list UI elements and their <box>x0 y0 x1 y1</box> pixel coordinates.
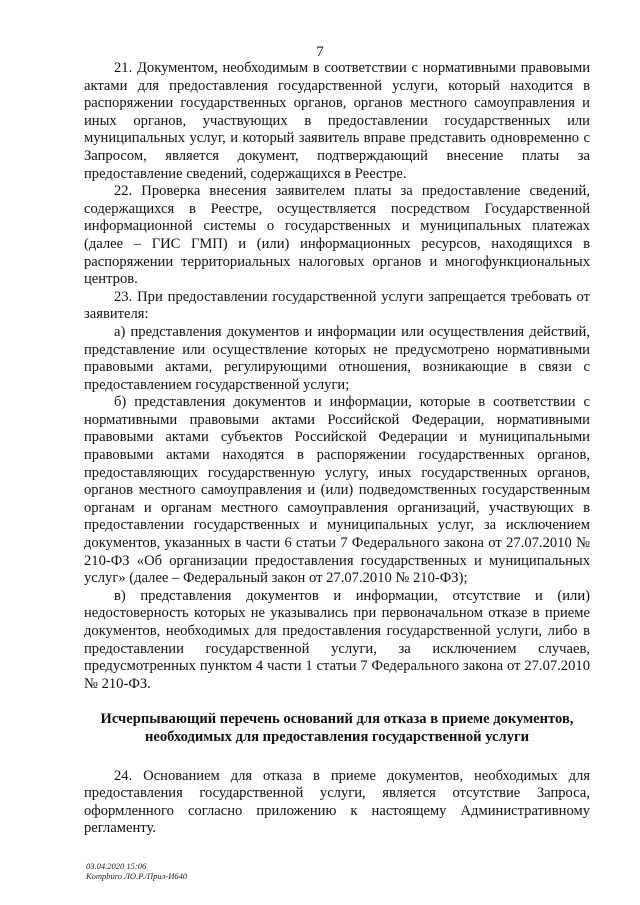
footer-file-ref: Kompburo ЛО.Р./Прил-И640 <box>86 871 188 881</box>
paragraph-23-b: б) представления документов и информации, которые в соответствии с нормативными правовыми актами Российской Федерации, нормативными правовыми актами субъектов Российской Федерации и муниципальными правовыми актами находятся в распоряжении государственных органов, предоставляющих государственную услугу, иных государственных органов, органов местного самоуправления и (или) подведомственных государственным органам и органам местного самоуправления организаций, участвующих в предоставлении государственных и муниципальных услуг, за исключением документов, указанных в части 6 статьи 7 Федерального закона от 27.07.2010 № 210-ФЗ «Об организации предоставления государственных и муниципальных услуг» (далее – Федеральный закон от 27.07.2010 № 210-ФЗ); <box>84 394 590 587</box>
paragraph-23-v: в) представления документов и информации, отсутствие и (или) недостоверность которых не указывались при первоначальном отказе в приеме документов, необходимых для предоставления государственной услуги, либо в предоставлении государственной услуги, за исключением случаев, предусмотренных пунктом 4 части 1 статьи 7 Федерального закона от 27.07.2010 № 210-ФЗ. <box>84 587 590 692</box>
footer-timestamp: 03.04.2020 15:06 <box>86 861 147 871</box>
page-number: 7 <box>316 44 324 60</box>
document-body <box>84 60 590 838</box>
paragraph-21: 21. Документом, необходимым в соответствии с нормативными правовыми актами для предоставления государственной услуги, который находится в распоряжении государственных органов, органов местного самоуправления и иных органов, участвующих в предоставлении государственных или муниципальных услуг, и который заявитель вправе представить одновременно с Запросом, является документ, подтверждающий внесение платы за предоставление сведений, содержащихся в Реестре. <box>84 60 590 182</box>
paragraph-22: 22. Проверка внесения заявителем платы за предоставление сведений, содержащихся в Реестре, осуществляется посредством Государственной информационной системы о государственных и муниципальных платежах (далее – ГИС ГМП) и (или) информационных ресурсов, находящихся в распоряжении территориальных налоговых органов и многофункциональных центров. <box>84 183 590 288</box>
paragraph-23-a: а) представления документов и информации или осуществления действий, представление или осуществление которых не предусмотрено нормативными правовыми актами, регулирующими отношения, возникающие в связи с предоставлением государственной услуги; <box>84 323 590 393</box>
paragraph-23: 23. При предоставлении государственной услуги запрещается требовать от заявителя: <box>84 288 590 323</box>
section-heading: Исчерпывающий перечень оснований для отказа в приеме документов, необходимых для предоставления государственной услуги <box>100 711 574 745</box>
paragraph-24: 24. Основанием для отказа в приеме документов, необходимых для предоставления государственной услуги, является отсутствие Запроса, оформленного согласно приложению к настоящему Административному регламенту. <box>84 767 590 837</box>
footer-stamp <box>86 861 187 881</box>
